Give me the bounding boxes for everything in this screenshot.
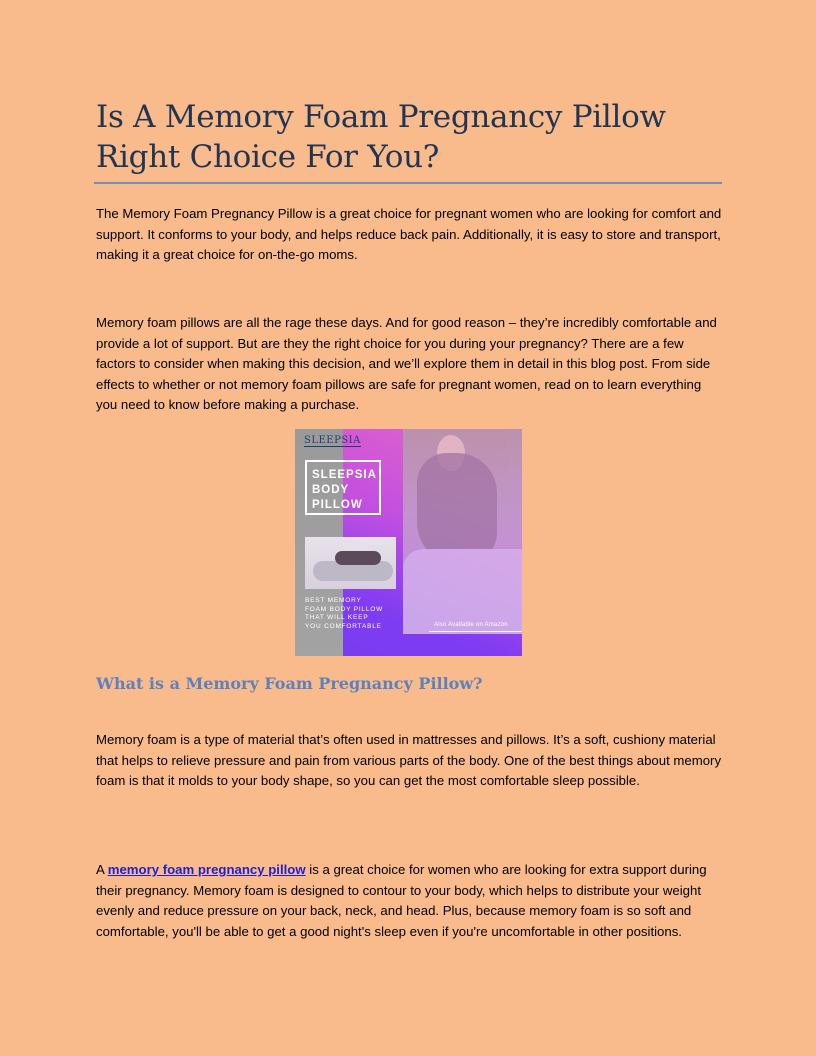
product-image bbox=[295, 429, 522, 656]
product-tagline bbox=[305, 597, 405, 631]
product-title-line: SLEEPSIA bbox=[312, 469, 377, 481]
sleeping-woman-photo bbox=[305, 537, 396, 589]
body-pillow bbox=[417, 453, 497, 563]
availability-underline bbox=[429, 631, 522, 632]
tagline-line: THAT WILL KEEP bbox=[305, 614, 369, 621]
page-title: Is A Memory Foam Pregnancy Pillow Right Choice For You? bbox=[96, 99, 666, 175]
tagline-line: YOU COMFORTABLE bbox=[305, 622, 382, 630]
intro-paragraph: The Memory Foam Pregnancy Pillow is a great choice for pregnant women who are looking for comfort and support. It conforms to your body, and helps reduce back pain. Additionally, it is easy to store and transport, making it a great choice for on-the-go moms. bbox=[96, 206, 722, 262]
pregnancy-pillow-link[interactable]: memory foam pregnancy pillow bbox=[107, 862, 306, 877]
section-heading: What is a Memory Foam Pregnancy Pillow? bbox=[96, 674, 483, 693]
product-title-box bbox=[305, 460, 381, 515]
benefits-prefix: A bbox=[96, 862, 108, 877]
product-title-line: BODY bbox=[312, 484, 350, 496]
brand-logo: SLEEPSIA bbox=[304, 435, 361, 446]
tagline-line: FOAM BODY PILLOW bbox=[305, 605, 384, 613]
title-divider bbox=[94, 182, 722, 184]
tagline-line: BEST MEMORY bbox=[305, 597, 362, 604]
woman-hugging-pillow-photo bbox=[403, 429, 522, 634]
sleeping-woman bbox=[335, 551, 381, 565]
availability-note: Also Available on Amazon bbox=[434, 622, 508, 628]
benefits-paragraph bbox=[96, 860, 722, 942]
definition-paragraph: Memory foam is a type of material that’s often used in mattresses and pillows. It’s a soft, cushiony material that helps to relieve pressure and pain from various parts of the body. One of the best things about memory foam is that it molds to your body shape, so you can get the most comfortable sleep possible. bbox=[96, 732, 722, 788]
benefits-text: is a great choice for women who are looking for extra support during their pregnancy. Memory foam is designed to contour to your body, which helps to distribute your weight evenly and reduce pressure on your back, neck, and head. Plus, because memory foam is so soft and comfortable, you'll be able to get a good night's sleep even if you're uncomfortable in other positions. bbox=[96, 862, 707, 939]
overview-paragraph: Memory foam pillows are all the rage these days. And for good reason – they’re incredibly comfortable and provide a lot of support. But are they the right choice for you during your pregnancy? There are a few factors to consider when making this decision, and we’ll explore them in detail in this blog post. From side effects to whether or not memory foam pillows are safe for pregnant women, read on to learn everything you need to know before making a purchase. bbox=[96, 315, 717, 412]
product-title-line: PILLOW bbox=[312, 499, 363, 511]
